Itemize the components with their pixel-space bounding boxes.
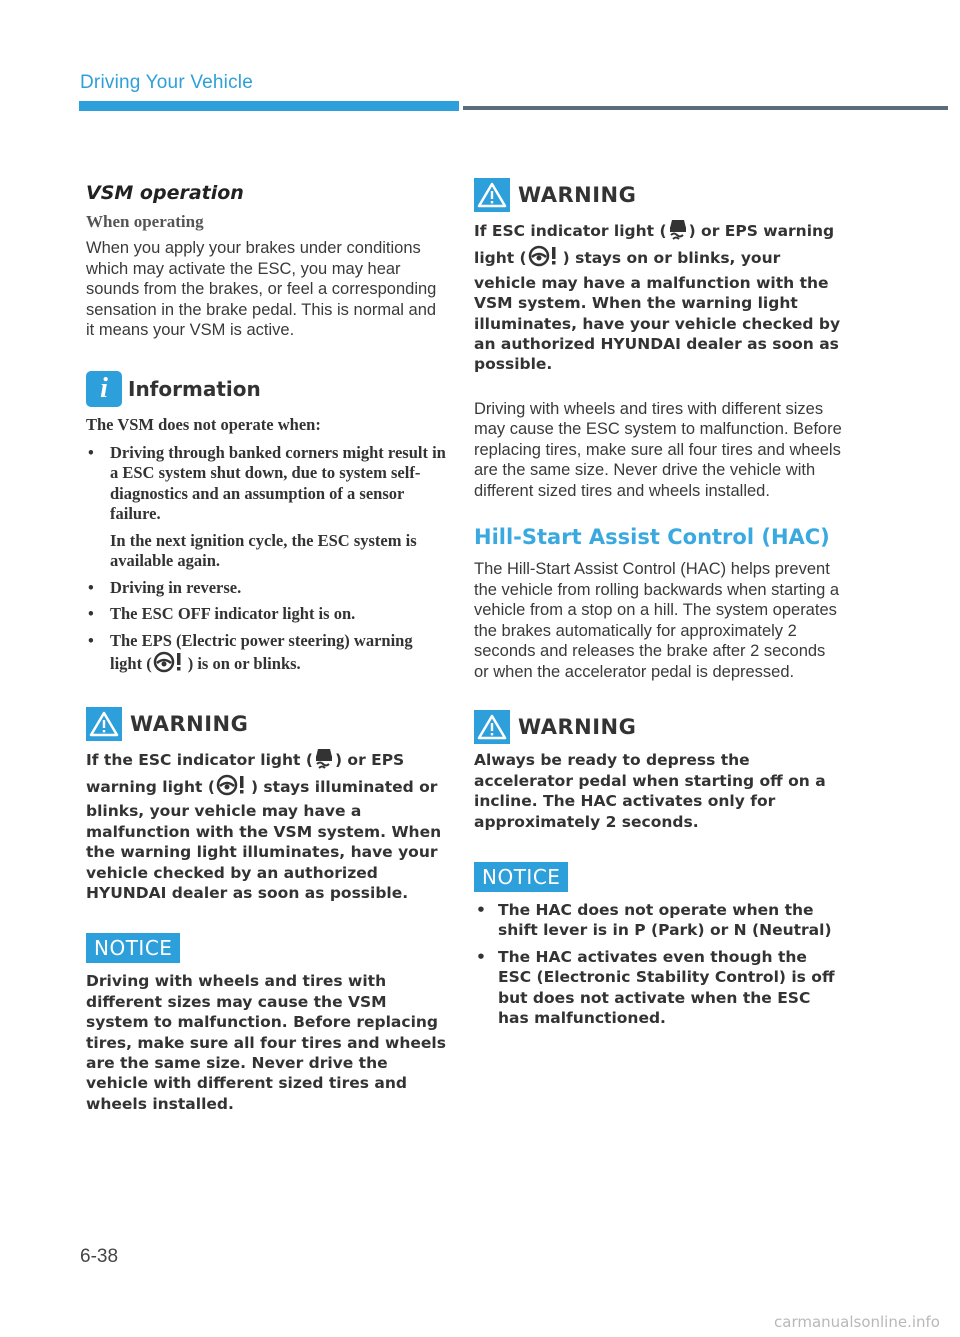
warning-title: WARNING [130,711,249,736]
hac-heading: Hill-Start Assist Control (HAC) [474,525,830,550]
warning-text-part-3: ) stays illuminated or blinks, your vehicle may have a malfunction with the VSM system. When the warning light illuminates, have your vehicle checked by an authorized HYUNDAI dealer as soon as possible. [86,777,442,902]
list-item [86,604,446,625]
warning-text-part-2: ) or EPS warning light ( [86,750,405,796]
warning-triangle-icon [86,707,122,741]
notice-text: Driving with wheels and tires with different sizes may cause the VSM system to malfunction. Before replacing tires, make sure all four tires and wheels are the same size. Never drive the vehicle with different sized tires and wheels installed. [86,972,446,1113]
warning-header [86,707,446,741]
warning-header [474,178,844,212]
warning-title: WARNING [518,715,637,740]
notice-list [474,900,844,1028]
warning-text-part-1: If the ESC indicator light ( [86,750,313,769]
information-item-1: Driving through banked corners might result in a ESC system shut down, due to system self-diagnostics and an assumption of a sensor failure. [110,442,446,523]
when-operating-heading: When operating [86,212,204,231]
vsm-operation-heading: VSM operation [86,182,244,204]
list-item [86,631,446,679]
header-accent-bar [79,101,459,111]
list-item [474,900,844,941]
notice-tag: NOTICE [474,862,568,892]
information-title: Information [128,376,261,401]
warning-header [474,710,844,744]
hac-text: The Hill-Start Assist Control (HAC) helps prevent the vehicle from rolling backwards when starting a vehicle from a stop on a hill. The system operates the brakes automatically for approximately 2 seconds and releases the brake after 2 seconds or when the accelerator pedal is depressed. [474,560,840,681]
list-item [474,947,844,1029]
warning-text [86,747,446,904]
warning-triangle-icon [474,710,510,744]
warning-text-part-3: ) stays on or blinks, your vehicle may have a malfunction with the VSM system. When the warning light illuminates, have your vehicle checked by an authorized HYUNDAI dealer as soon as possible. [474,249,841,374]
list-item [86,443,446,572]
warning-text-part-1: If ESC indicator light ( [474,222,667,240]
esc-indicator-icon [314,747,334,774]
information-box-header [86,371,446,407]
information-item-2: Driving in reverse. [110,577,242,597]
eps-warning-icon [528,245,562,272]
eps-warning-icon [216,774,250,801]
information-item-3: The ESC OFF indicator light is on. [110,604,356,623]
left-column [86,160,446,1114]
warning-text-part-2: ) or EPS warning light ( [474,222,835,268]
information-item-4-pre: The EPS (Electric power steering) warning light ( [110,630,413,673]
eps-warning-icon [153,651,187,679]
warning-text [474,218,844,375]
information-intro: The VSM does not operate when: [86,414,321,434]
information-list [86,443,446,679]
right-column [474,152,844,1034]
page-number: 6-38 [80,1246,119,1267]
notice-item-2: The HAC activates even though the ESC (Electronic Stability Control) is off but does not activate when the ESC has malfunctioned. [498,947,835,1027]
warning-triangle-icon [474,178,510,212]
warning-title: WARNING [518,183,637,207]
when-operating-text: When you apply your brakes under conditions which may activate the ESC, you may hear sounds from the brakes, or feel a corresponding sensation in the brake pedal. This is normal and it means your VSM is active. [86,239,437,339]
info-icon: i [86,371,122,407]
notice-tag: NOTICE [86,933,180,963]
header-title: Driving Your Vehicle [80,72,253,93]
notice-item-1: The HAC does not operate when the shift lever is in P (Park) or N (Neutral) [498,900,832,940]
list-item [86,578,446,599]
watermark: carmanualsonline.info [774,1313,940,1331]
information-item-4-post: ) is on or blinks. [187,654,301,673]
esc-indicator-icon [668,218,688,245]
tires-text: Driving with wheels and tires with different sizes may cause the ESC system to malfunction. Before replacing tires, make sure all four tires and wheels are the same size. Never drive the vehicle with different sized tires and wheels installed. [474,399,842,500]
header-rule [463,106,948,110]
information-item-1-note: In the next ignition cycle, the ESC system is available again. [110,530,417,570]
warning-text: Always be ready to depress the accelerator pedal when starting off on a incline. The HAC activates only for approximately 2 seconds. [474,751,826,831]
